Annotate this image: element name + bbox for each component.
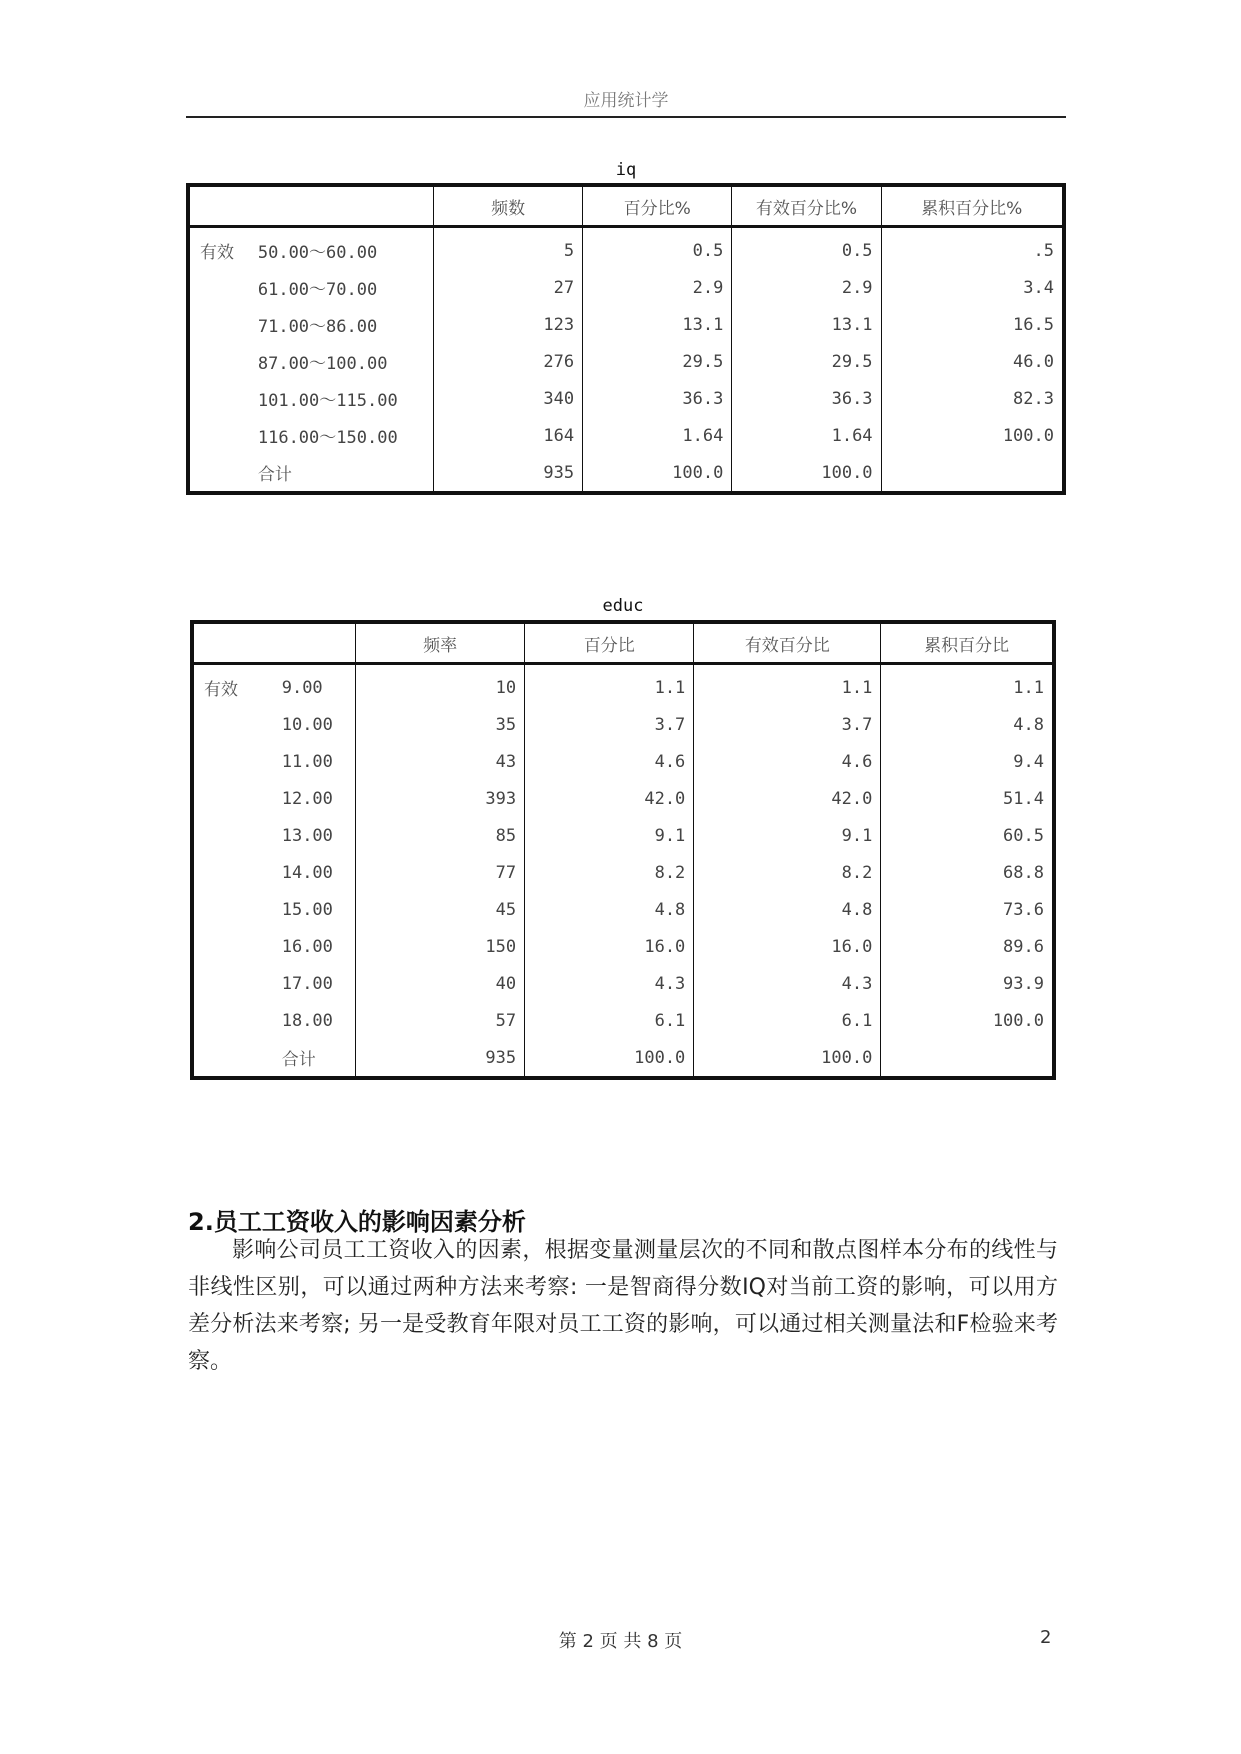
cell-frequency: 150 bbox=[356, 928, 525, 965]
cell-valid-percent: 1.1 bbox=[694, 664, 881, 707]
cell-percent: 36.3 bbox=[583, 380, 732, 417]
row-label: 61.00～70.00 bbox=[257, 280, 378, 300]
cell-frequency: 27 bbox=[434, 269, 583, 306]
educ-header-percent: 百分比 bbox=[525, 622, 694, 664]
cell-frequency: 45 bbox=[356, 891, 525, 928]
cell-cumulative-percent: 4.8 bbox=[881, 706, 1054, 743]
row-label: 15.00 bbox=[281, 899, 333, 920]
cell-cumulative-percent: 82.3 bbox=[881, 380, 1064, 417]
iq-table-header-row bbox=[188, 185, 1064, 227]
cell-valid-percent: 4.6 bbox=[694, 743, 881, 780]
cell-cumulative-percent: 89.6 bbox=[881, 928, 1054, 965]
iq-table-title: iq bbox=[615, 160, 637, 180]
row-group-label bbox=[188, 306, 258, 343]
iq-header-cumulative-percent: 累积百分比% bbox=[881, 185, 1064, 227]
cell-percent: 0.5 bbox=[583, 227, 732, 270]
section-title: 2.员工工资收入的影响因素分析 bbox=[188, 1208, 526, 1236]
cell-valid-percent: 29.5 bbox=[732, 343, 881, 380]
cell-valid-percent: 100.0 bbox=[694, 1039, 881, 1078]
cell-frequency: 10 bbox=[356, 664, 525, 707]
row-group-label bbox=[188, 343, 258, 380]
row-label: 101.00～115.00 bbox=[257, 391, 398, 411]
cell-valid-percent: 0.5 bbox=[732, 227, 881, 270]
cell-percent: 100.0 bbox=[583, 454, 732, 493]
table-row bbox=[188, 269, 1064, 306]
table-row bbox=[192, 743, 1054, 780]
table-row bbox=[192, 891, 1054, 928]
cell-frequency: 43 bbox=[356, 743, 525, 780]
row-group-label bbox=[188, 269, 258, 306]
cell-percent: 9.1 bbox=[525, 817, 694, 854]
cell-frequency: 85 bbox=[356, 817, 525, 854]
table-row bbox=[192, 817, 1054, 854]
cell-cumulative-percent: 1.1 bbox=[881, 664, 1054, 707]
cell-percent: 100.0 bbox=[525, 1039, 694, 1078]
cell-percent: 4.8 bbox=[525, 891, 694, 928]
cell-cumulative-percent: 100.0 bbox=[881, 417, 1064, 454]
table-row bbox=[188, 380, 1064, 417]
cell-cumulative-percent: 93.9 bbox=[881, 965, 1054, 1002]
cell-cumulative-percent: 73.6 bbox=[881, 891, 1054, 928]
cell-percent: 4.6 bbox=[525, 743, 694, 780]
cell-frequency: 40 bbox=[356, 965, 525, 1002]
cell-frequency: 5 bbox=[434, 227, 583, 270]
row-group-label bbox=[192, 780, 282, 817]
cell-percent: 1.64 bbox=[583, 417, 732, 454]
cell-percent: 2.9 bbox=[583, 269, 732, 306]
table-row bbox=[188, 227, 1064, 270]
row-group-label bbox=[192, 965, 282, 1002]
iq-header-freq: 频数 bbox=[434, 185, 583, 227]
cell-valid-percent: 6.1 bbox=[694, 1002, 881, 1039]
cell-percent: 16.0 bbox=[525, 928, 694, 965]
cell-valid-percent: 4.3 bbox=[694, 965, 881, 1002]
table-row bbox=[192, 664, 1054, 707]
row-label: 116.00～150.00 bbox=[257, 428, 398, 448]
table-row bbox=[188, 417, 1064, 454]
cell-valid-percent: 36.3 bbox=[732, 380, 881, 417]
cell-valid-percent: 100.0 bbox=[732, 454, 881, 493]
cell-frequency: 935 bbox=[356, 1039, 525, 1078]
row-label: 12.00 bbox=[281, 788, 333, 809]
table-row bbox=[192, 706, 1054, 743]
iq-header-percent: 百分比% bbox=[583, 185, 732, 227]
cell-cumulative-percent: 51.4 bbox=[881, 780, 1054, 817]
row-group-label bbox=[192, 928, 282, 965]
section-paragraph: 影响公司员工工资收入的因素，根据变量测量层次的不同和散点图样本分布的线性与非线性区别，可以通过两种方法来考察: 一是智商得分数IQ对当前工资的影响，可以用方差分析法来考察; 另一是受教育年限对员工工资的影响，可以通过相关测量法和F检验来考察。 bbox=[188, 1238, 1058, 1374]
table-row bbox=[188, 306, 1064, 343]
educ-header-valid-percent: 有效百分比 bbox=[694, 622, 881, 664]
table-row bbox=[192, 854, 1054, 891]
cell-percent: 3.7 bbox=[525, 706, 694, 743]
row-group-label bbox=[192, 1039, 282, 1078]
cell-valid-percent: 2.9 bbox=[732, 269, 881, 306]
row-label: 13.00 bbox=[281, 825, 333, 846]
cell-valid-percent: 9.1 bbox=[694, 817, 881, 854]
table-row bbox=[192, 1039, 1054, 1078]
cell-cumulative-percent: 100.0 bbox=[881, 1002, 1054, 1039]
educ-frequency-table bbox=[190, 620, 1056, 1080]
iq-frequency-table bbox=[186, 183, 1066, 495]
row-group-label bbox=[188, 417, 258, 454]
cell-valid-percent: 1.64 bbox=[732, 417, 881, 454]
table-row bbox=[192, 780, 1054, 817]
row-group-label bbox=[192, 817, 282, 854]
row-label: 合计 bbox=[257, 465, 292, 485]
cell-valid-percent: 8.2 bbox=[694, 854, 881, 891]
page-header: 应用统计学 bbox=[186, 86, 1066, 118]
row-label: 合计 bbox=[281, 1050, 316, 1070]
cell-frequency: 164 bbox=[434, 417, 583, 454]
row-label: 14.00 bbox=[281, 862, 333, 883]
cell-valid-percent: 42.0 bbox=[694, 780, 881, 817]
educ-header-cumulative-percent: 累积百分比 bbox=[881, 622, 1054, 664]
row-group-label bbox=[188, 380, 258, 417]
row-group-label bbox=[192, 854, 282, 891]
cell-frequency: 123 bbox=[434, 306, 583, 343]
row-label: 17.00 bbox=[281, 973, 333, 994]
cell-frequency: 57 bbox=[356, 1002, 525, 1039]
cell-cumulative-percent: 46.0 bbox=[881, 343, 1064, 380]
iq-header-blank bbox=[188, 185, 434, 227]
row-group-label bbox=[192, 743, 282, 780]
cell-percent: 4.3 bbox=[525, 965, 694, 1002]
educ-table-header-row bbox=[192, 622, 1054, 664]
cell-cumulative-percent: .5 bbox=[881, 227, 1064, 270]
row-group-label: 有效 bbox=[204, 680, 238, 700]
cell-percent: 13.1 bbox=[583, 306, 732, 343]
row-label: 16.00 bbox=[281, 936, 333, 957]
row-label: 87.00～100.00 bbox=[257, 354, 388, 374]
row-label: 9.00 bbox=[281, 677, 323, 698]
cell-percent: 1.1 bbox=[525, 664, 694, 707]
table-row bbox=[188, 454, 1064, 493]
cell-cumulative-percent: 68.8 bbox=[881, 854, 1054, 891]
cell-valid-percent: 13.1 bbox=[732, 306, 881, 343]
table-row bbox=[192, 965, 1054, 1002]
cell-valid-percent: 4.8 bbox=[694, 891, 881, 928]
cell-frequency: 935 bbox=[434, 454, 583, 493]
table-row bbox=[188, 343, 1064, 380]
educ-table-title: educ bbox=[602, 596, 644, 616]
cell-valid-percent: 16.0 bbox=[694, 928, 881, 965]
page-number: 2 bbox=[1040, 1627, 1052, 1648]
cell-percent: 6.1 bbox=[525, 1002, 694, 1039]
cell-frequency: 340 bbox=[434, 380, 583, 417]
cell-valid-percent: 3.7 bbox=[694, 706, 881, 743]
cell-frequency: 276 bbox=[434, 343, 583, 380]
cell-frequency: 35 bbox=[356, 706, 525, 743]
cell-percent: 8.2 bbox=[525, 854, 694, 891]
educ-header-freq: 频率 bbox=[356, 622, 525, 664]
table-row bbox=[192, 928, 1054, 965]
cell-cumulative-percent: 16.5 bbox=[881, 306, 1064, 343]
page-count-text: 第 2 页 共 8 页 bbox=[558, 1631, 683, 1652]
row-label: 71.00～86.00 bbox=[257, 317, 378, 337]
row-label: 50.00～60.00 bbox=[257, 243, 378, 263]
cell-cumulative-percent: 9.4 bbox=[881, 743, 1054, 780]
educ-header-blank bbox=[192, 622, 356, 664]
row-group-label bbox=[192, 1002, 282, 1039]
cell-frequency: 393 bbox=[356, 780, 525, 817]
row-group-label bbox=[192, 891, 282, 928]
table-row bbox=[192, 1002, 1054, 1039]
iq-header-valid-percent: 有效百分比% bbox=[732, 185, 881, 227]
row-group-label bbox=[188, 454, 258, 493]
cell-cumulative-percent bbox=[881, 1039, 1054, 1078]
cell-frequency: 77 bbox=[356, 854, 525, 891]
cell-cumulative-percent: 60.5 bbox=[881, 817, 1054, 854]
cell-cumulative-percent: 3.4 bbox=[881, 269, 1064, 306]
row-label: 18.00 bbox=[281, 1010, 333, 1031]
cell-percent: 42.0 bbox=[525, 780, 694, 817]
row-label: 11.00 bbox=[281, 751, 333, 772]
row-label: 10.00 bbox=[281, 714, 333, 735]
row-group-label bbox=[192, 706, 282, 743]
row-group-label: 有效 bbox=[200, 243, 234, 263]
cell-percent: 29.5 bbox=[583, 343, 732, 380]
cell-cumulative-percent bbox=[881, 454, 1064, 493]
